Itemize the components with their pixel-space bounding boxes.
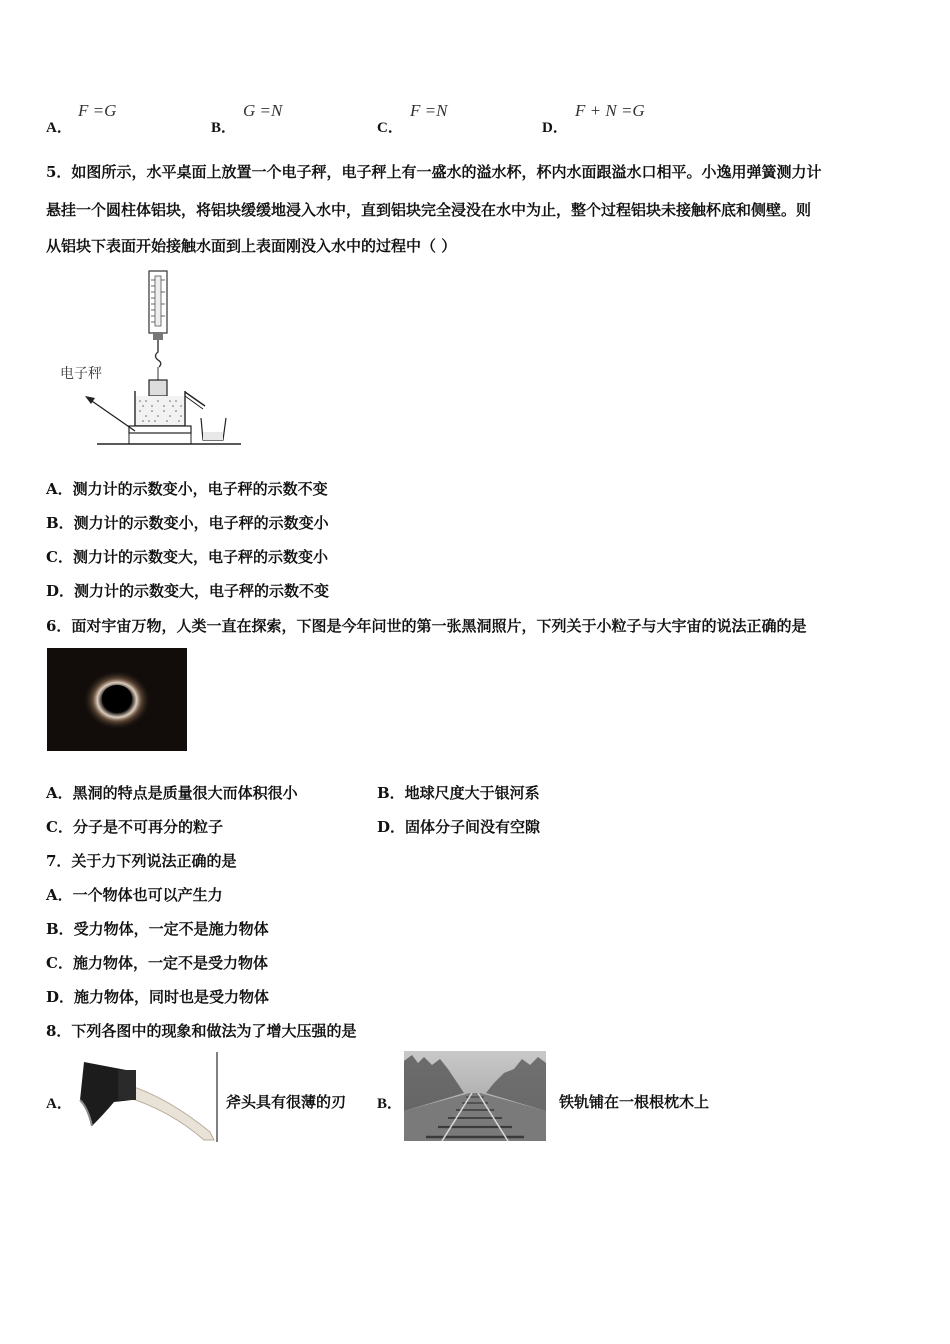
q5-stem-line3: 从铝块下表面开始接触水面到上表面刚没入水中的过程中（ ） — [46, 237, 457, 255]
q6-option-c: C．分子是不可再分的粒子 — [46, 818, 223, 836]
aluminium-block — [149, 380, 167, 396]
q8-option-a-caption: 斧头具有很薄的刃 — [226, 1093, 347, 1111]
q5-figure-svg — [55, 268, 245, 453]
railway-svg — [404, 1051, 546, 1141]
railway-image — [404, 1051, 546, 1141]
q5-option-b: B．测力计的示数变小，电子秤的示数变小 — [46, 514, 329, 532]
q6-option-b: B．地球尺度大于银河系 — [377, 784, 540, 802]
overflow-spout — [185, 392, 205, 406]
q8-option-a-label: A． — [46, 1096, 72, 1112]
q5-option-d: D．测力计的示数变大，电子秤的示数不变 — [46, 582, 330, 600]
q4-option-d-formula: F + N =G — [575, 101, 645, 120]
q4-option-b-label: B． — [211, 120, 237, 136]
q7-option-d: D．施力物体，同时也是受力物体 — [46, 988, 270, 1006]
label-pointer-line — [89, 399, 135, 431]
spring-scale-slot — [155, 276, 161, 326]
black-hole-photo — [47, 648, 187, 751]
q5-option-a: A．测力计的示数变小，电子秤的示数不变 — [46, 480, 328, 498]
q4-option-d-label: D． — [542, 120, 568, 136]
electronic-scale — [129, 426, 191, 433]
spring-scale-hook — [156, 340, 161, 367]
q7-stem: 7．关于力下列说法正确的是 — [46, 852, 237, 870]
beaker-water — [203, 432, 223, 440]
q8-option-b-label: B． — [377, 1096, 403, 1112]
q7-option-a: A．一个物体也可以产生力 — [46, 886, 223, 904]
axe-head-socket — [118, 1070, 136, 1100]
q5-figure-scale-overflow-cup — [55, 268, 245, 453]
q6-stem: 6．面对宇宙万物，人类一直在探索，下图是今年问世的第一张黑洞照片，下列关于小粒子与大宇宙的说法正确的是 — [46, 617, 807, 635]
q7-option-b: B．受力物体，一定不是施力物体 — [46, 920, 269, 938]
q5-stem-line2: 悬挂一个圆柱体铝块，将铝块缓缓地浸入水中，直到铝块完全浸没在水中为止，整个过程铝块未接触杯底和侧壁。则 — [46, 201, 812, 219]
q4-option-c-label: C． — [377, 120, 403, 136]
axe-image — [74, 1052, 219, 1142]
spring-scale-bottom-cap — [153, 332, 163, 340]
q5-stem-line1: 5．如图所示，水平桌面上放置一个电子秤，电子秤上有一盛水的溢水杯，杯内水面跟溢水口相平。小逸用弹簧测力计 — [46, 163, 822, 181]
q4-option-a-formula: F =G — [78, 101, 117, 120]
q7-option-c: C．施力物体，一定不是受力物体 — [46, 954, 268, 972]
q4-option-b-formula: G =N — [243, 101, 283, 120]
q8-stem: 8．下列各图中的现象和做法为了增大压强的是 — [46, 1022, 357, 1040]
q8-option-b-caption: 铁轨铺在一根根枕木上 — [559, 1093, 710, 1111]
q6-option-d: D．固体分子间没有空隙 — [377, 818, 541, 836]
black-hole-shadow — [102, 685, 132, 711]
q4-option-a-label: A． — [46, 120, 72, 136]
axe-svg — [74, 1052, 219, 1142]
q4-option-c-formula: F =N — [410, 101, 448, 120]
q5-option-c: C．测力计的示数变大，电子秤的示数变小 — [46, 548, 328, 566]
black-hole-svg — [47, 648, 187, 751]
q5-figure-label: 电子秤 — [60, 366, 102, 382]
q6-option-a: A．黑洞的特点是质量很大而体积很小 — [46, 784, 298, 802]
